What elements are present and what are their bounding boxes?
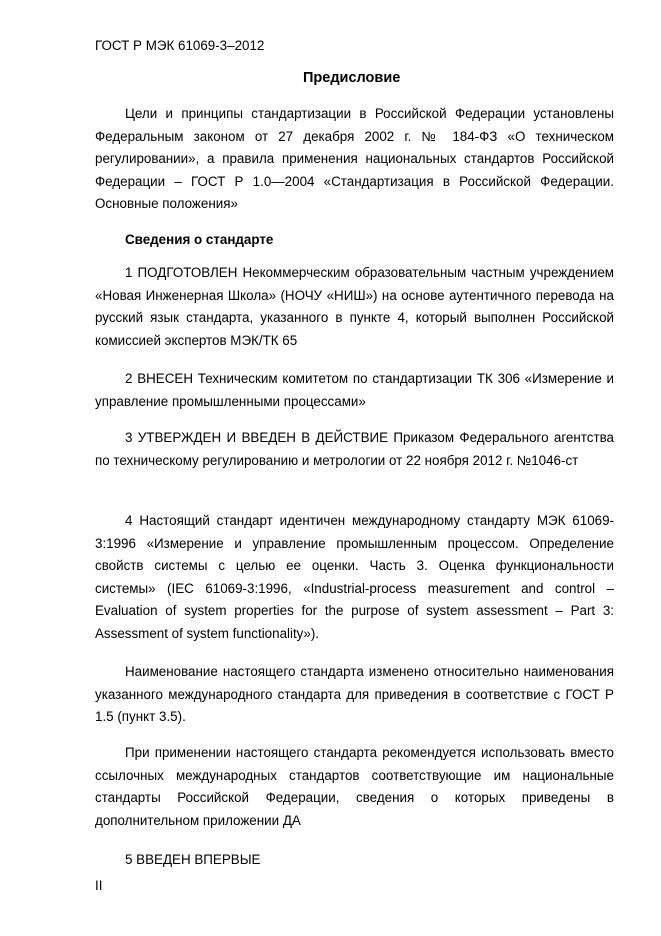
paragraph-approved: 3 УТВЕРЖДЕН И ВВЕДЕН В ДЕЙСТВИЕ Приказом Федерального агентства по техническому регулированию и метрологии от 22 ноября 2012 г. №1046-ст: [95, 430, 614, 468]
paragraph-references: При применении настоящего стандарта рекомендуется использовать вместо ссылочных международных стандартов соответствующие им национальные стандарты Российской Федерации, сведения о которых приведены в дополнительном приложении ДА: [95, 745, 614, 828]
page-title: Предисловие: [303, 70, 401, 86]
paragraph-first-introduced: 5 ВВЕДЕН ВПЕРВЫЕ: [125, 852, 261, 867]
page-number: II: [95, 878, 103, 893]
paragraph-identical: 4 Настоящий стандарт идентичен международному стандарту МЭК 61069-3:1996 «Измерение и управление промышленным процессом. Определение свойств системы с целью ее оценки. Часть 3. Оценка функциональности системы» (IEC 61069-3:1996, «Industrial-process measurement and control – Evaluation of system properties for the purpose of system assessment – Part 3: Assessment of system functionality»).: [95, 513, 614, 641]
paragraph-prepared: 1 ПОДГОТОВЛЕН Некоммерческим образовательным частным учреждением «Новая Инженерная Школа» (НОЧУ «НИШ») на основе аутентичного перевода на русский язык стандарта, указанного в пункте 4, который выполнен Российской комиссией экспертов МЭК/ТК 65: [95, 265, 614, 348]
paragraph-goals: Цели и принципы стандартизации в Российской Федерации установлены Федеральным законом от 27 декабря 2002 г. № 184-ФЗ «О техническом регулировании», а правила применения национальных стандартов Российской Федерации – ГОСТ Р 1.0—2004 «Стандартизация в Российской Федерации. Основные положения»: [95, 106, 614, 212]
document-header: ГОСТ Р МЭК 61069-3–2012: [95, 38, 265, 53]
paragraph-name-changed: Наименование настоящего стандарта изменено относительно наименования указанного международного стандарта для приведения в соответствие с ГОСТ Р 1.5 (пункт 3.5).: [95, 664, 614, 725]
section-heading-info: Сведения о стандарте: [125, 232, 274, 247]
paragraph-introduced: 2 ВНЕСЕН Техническим комитетом по стандартизации ТК 306 «Измерение и управление промышленными процессами»: [95, 371, 614, 409]
